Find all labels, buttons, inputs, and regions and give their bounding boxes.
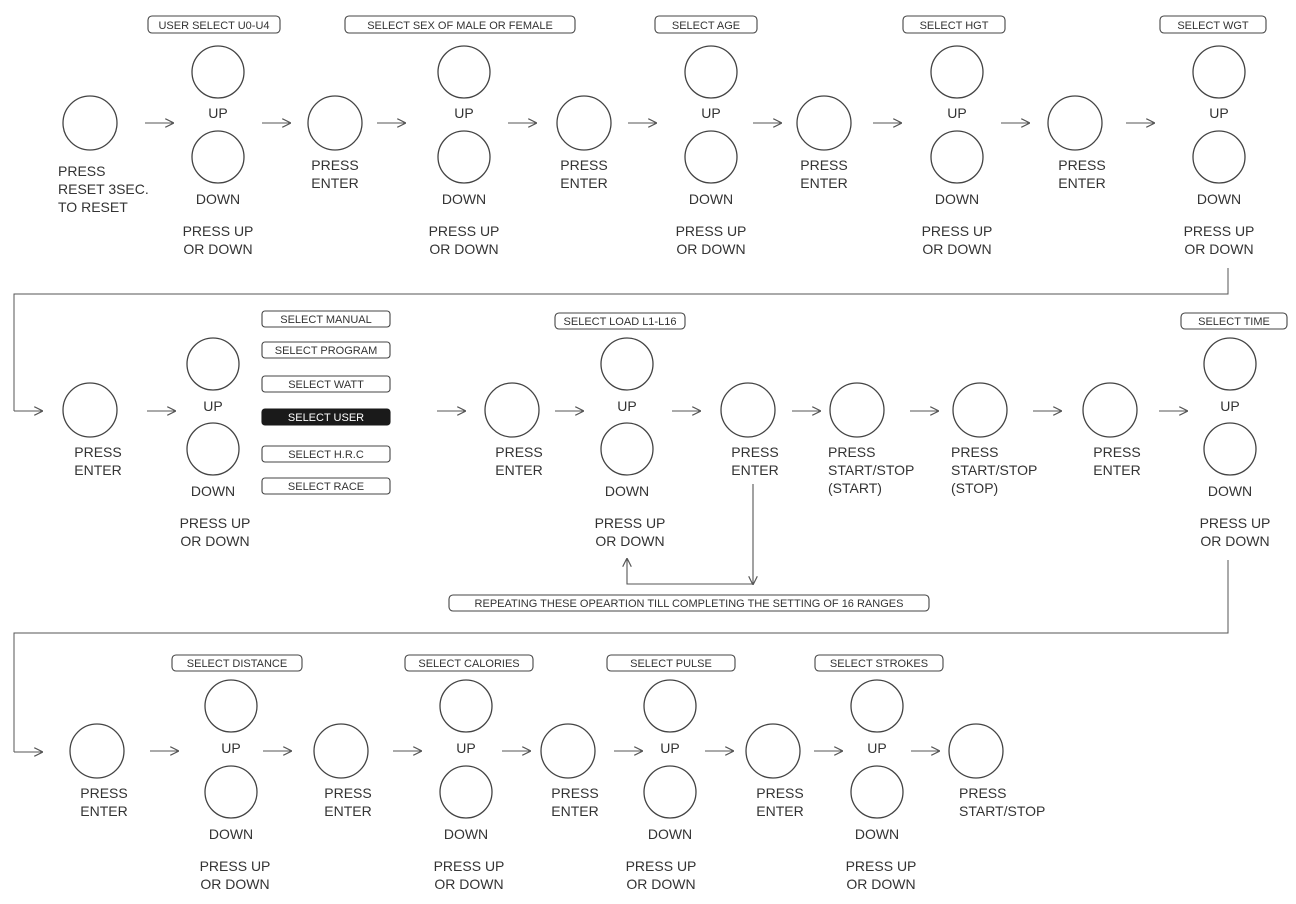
up-label: UP bbox=[203, 398, 223, 414]
up-button[interactable] bbox=[851, 680, 903, 732]
down-label: DOWN bbox=[441, 191, 487, 207]
enter-button[interactable] bbox=[721, 383, 775, 437]
down-button[interactable] bbox=[931, 131, 983, 183]
press-label: PRESS bbox=[959, 785, 1007, 801]
down-button[interactable] bbox=[1204, 423, 1256, 475]
enter-label: ENTER bbox=[800, 175, 848, 191]
up-label: UP bbox=[1220, 398, 1240, 414]
reset-label-1: PRESS bbox=[58, 163, 106, 179]
press-up-label: PRESS UP bbox=[199, 858, 271, 874]
press-up-label: PRESS UP bbox=[675, 223, 747, 239]
or-down-label: OR DOWN bbox=[200, 876, 270, 892]
select-wgt-label: SELECT WGT bbox=[1177, 20, 1249, 32]
press-label: PRESS bbox=[551, 785, 599, 801]
down-label: DOWN bbox=[647, 826, 693, 842]
menu-item-label: SELECT WATT bbox=[288, 379, 364, 391]
down-button[interactable] bbox=[438, 131, 490, 183]
or-down-label: OR DOWN bbox=[1184, 241, 1254, 257]
enter-label: ENTER bbox=[80, 803, 128, 819]
up-label: UP bbox=[947, 105, 967, 121]
down-button[interactable] bbox=[644, 766, 696, 818]
enter-button[interactable] bbox=[314, 724, 368, 778]
enter-label: ENTER bbox=[1058, 175, 1106, 191]
up-label: UP bbox=[208, 105, 228, 121]
enter-button[interactable] bbox=[541, 724, 595, 778]
press-label: PRESS bbox=[800, 157, 848, 173]
user-select-label: USER SELECT U0-U4 bbox=[158, 20, 270, 32]
press-label: PRESS bbox=[74, 444, 122, 460]
up-label: UP bbox=[617, 398, 637, 414]
up-button[interactable] bbox=[1204, 338, 1256, 390]
press-label: PRESS bbox=[324, 785, 372, 801]
up-button[interactable] bbox=[205, 680, 257, 732]
select-strokes-label: SELECT STROKES bbox=[829, 658, 929, 670]
up-button[interactable] bbox=[931, 46, 983, 98]
up-button[interactable] bbox=[644, 680, 696, 732]
enter-button[interactable] bbox=[308, 96, 362, 150]
press-label: PRESS bbox=[731, 444, 779, 460]
press-label: PRESS bbox=[560, 157, 608, 173]
down-button[interactable] bbox=[601, 423, 653, 475]
press-label: PRESS bbox=[311, 157, 359, 173]
up-label: UP bbox=[660, 740, 680, 756]
down-button[interactable] bbox=[851, 766, 903, 818]
up-label: UP bbox=[454, 105, 474, 121]
down-label: DOWN bbox=[443, 826, 489, 842]
menu-item-label: SELECT USER bbox=[287, 412, 365, 424]
reset-button[interactable] bbox=[63, 96, 117, 150]
select-hgt-label: SELECT HGT bbox=[919, 20, 989, 32]
down-label: DOWN bbox=[195, 191, 241, 207]
or-down-label: OR DOWN bbox=[434, 876, 504, 892]
or-down-label: OR DOWN bbox=[180, 533, 250, 549]
down-button[interactable] bbox=[1193, 131, 1245, 183]
press-up-label: PRESS UP bbox=[428, 223, 500, 239]
down-label: DOWN bbox=[604, 483, 650, 499]
press-label: PRESS bbox=[756, 785, 804, 801]
enter-button[interactable] bbox=[1048, 96, 1102, 150]
or-down-label: OR DOWN bbox=[922, 241, 992, 257]
select-pulse-label: SELECT PULSE bbox=[630, 658, 712, 670]
down-label: DOWN bbox=[208, 826, 254, 842]
start-stop-label: START/STOP bbox=[951, 462, 1038, 478]
reset-label-3: TO RESET bbox=[58, 199, 128, 215]
start-label: (START) bbox=[828, 480, 882, 496]
enter-button[interactable] bbox=[63, 383, 117, 437]
press-up-label: PRESS UP bbox=[1199, 515, 1271, 531]
loop-arrow-back bbox=[627, 559, 753, 584]
mode-menu bbox=[262, 311, 390, 494]
start-stop-button[interactable] bbox=[830, 383, 884, 437]
select-distance-label: SELECT DISTANCE bbox=[186, 658, 288, 670]
enter-label: ENTER bbox=[1093, 462, 1141, 478]
up-button[interactable] bbox=[192, 46, 244, 98]
or-down-label: OR DOWN bbox=[676, 241, 746, 257]
enter-button[interactable] bbox=[797, 96, 851, 150]
enter-label: ENTER bbox=[731, 462, 779, 478]
up-button[interactable] bbox=[187, 338, 239, 390]
down-label: DOWN bbox=[1207, 483, 1253, 499]
or-down-label: OR DOWN bbox=[1200, 533, 1270, 549]
down-button[interactable] bbox=[192, 131, 244, 183]
start-stop-label: START/STOP bbox=[959, 803, 1046, 819]
press-up-label: PRESS UP bbox=[182, 223, 254, 239]
down-label: DOWN bbox=[854, 826, 900, 842]
press-label: PRESS bbox=[1093, 444, 1141, 460]
stop-label: (STOP) bbox=[951, 480, 999, 496]
enter-label: ENTER bbox=[324, 803, 372, 819]
or-down-label: OR DOWN bbox=[429, 241, 499, 257]
up-button[interactable] bbox=[1193, 46, 1245, 98]
start-stop-button[interactable] bbox=[949, 724, 1003, 778]
repeat-note-label: REPEATING THESE OPEARTION TILL COMPLETING THE SETTING OF 16 RANGES bbox=[474, 598, 904, 610]
down-button[interactable] bbox=[187, 423, 239, 475]
enter-label: ENTER bbox=[756, 803, 804, 819]
down-button[interactable] bbox=[440, 766, 492, 818]
down-label: DOWN bbox=[688, 191, 734, 207]
enter-label: ENTER bbox=[551, 803, 599, 819]
up-button[interactable] bbox=[438, 46, 490, 98]
press-up-label: PRESS UP bbox=[1183, 223, 1255, 239]
select-sex-label: SELECT SEX OF MALE OR FEMALE bbox=[367, 20, 553, 32]
or-down-label: OR DOWN bbox=[846, 876, 916, 892]
menu-item-label: SELECT MANUAL bbox=[280, 314, 372, 326]
press-up-label: PRESS UP bbox=[594, 515, 666, 531]
reset-label-2: RESET 3SEC. bbox=[58, 181, 149, 197]
start-stop-label: START/STOP bbox=[828, 462, 915, 478]
select-load-label: SELECT LOAD L1-L16 bbox=[563, 316, 677, 328]
press-label: PRESS bbox=[828, 444, 876, 460]
up-button[interactable] bbox=[685, 46, 737, 98]
press-up-label: PRESS UP bbox=[179, 515, 251, 531]
or-down-label: OR DOWN bbox=[595, 533, 665, 549]
menu-item-label: SELECT RACE bbox=[287, 481, 365, 493]
select-time-label: SELECT TIME bbox=[1198, 316, 1270, 328]
press-label: PRESS bbox=[951, 444, 999, 460]
enter-button[interactable] bbox=[485, 383, 539, 437]
menu-item-label: SELECT PROGRAM bbox=[274, 345, 378, 357]
up-label: UP bbox=[221, 740, 241, 756]
enter-button[interactable] bbox=[557, 96, 611, 150]
or-down-label: OR DOWN bbox=[626, 876, 696, 892]
press-label: PRESS bbox=[1058, 157, 1106, 173]
start-stop-button[interactable] bbox=[953, 383, 1007, 437]
press-up-label: PRESS UP bbox=[845, 858, 917, 874]
press-up-label: PRESS UP bbox=[433, 858, 505, 874]
press-up-label: PRESS UP bbox=[625, 858, 697, 874]
or-down-label: OR DOWN bbox=[183, 241, 253, 257]
enter-label: ENTER bbox=[560, 175, 608, 191]
press-label: PRESS bbox=[80, 785, 128, 801]
enter-label: ENTER bbox=[495, 462, 543, 478]
enter-button[interactable] bbox=[1083, 383, 1137, 437]
select-age-label: SELECT AGE bbox=[671, 20, 741, 32]
select-calories-label: SELECT CALORIES bbox=[418, 658, 520, 670]
up-button[interactable] bbox=[601, 338, 653, 390]
down-label: DOWN bbox=[190, 483, 236, 499]
up-label: UP bbox=[1209, 105, 1229, 121]
menu-item-label: SELECT H.R.C bbox=[288, 449, 364, 461]
enter-button[interactable] bbox=[70, 724, 124, 778]
enter-label: ENTER bbox=[74, 462, 122, 478]
up-label: UP bbox=[867, 740, 887, 756]
press-up-label: PRESS UP bbox=[921, 223, 993, 239]
up-button[interactable] bbox=[440, 680, 492, 732]
press-label: PRESS bbox=[495, 444, 543, 460]
down-label: DOWN bbox=[1196, 191, 1242, 207]
down-label: DOWN bbox=[934, 191, 980, 207]
down-button[interactable] bbox=[685, 131, 737, 183]
enter-label: ENTER bbox=[311, 175, 359, 191]
down-button[interactable] bbox=[205, 766, 257, 818]
up-label: UP bbox=[456, 740, 476, 756]
enter-button[interactable] bbox=[746, 724, 800, 778]
up-label: UP bbox=[701, 105, 721, 121]
